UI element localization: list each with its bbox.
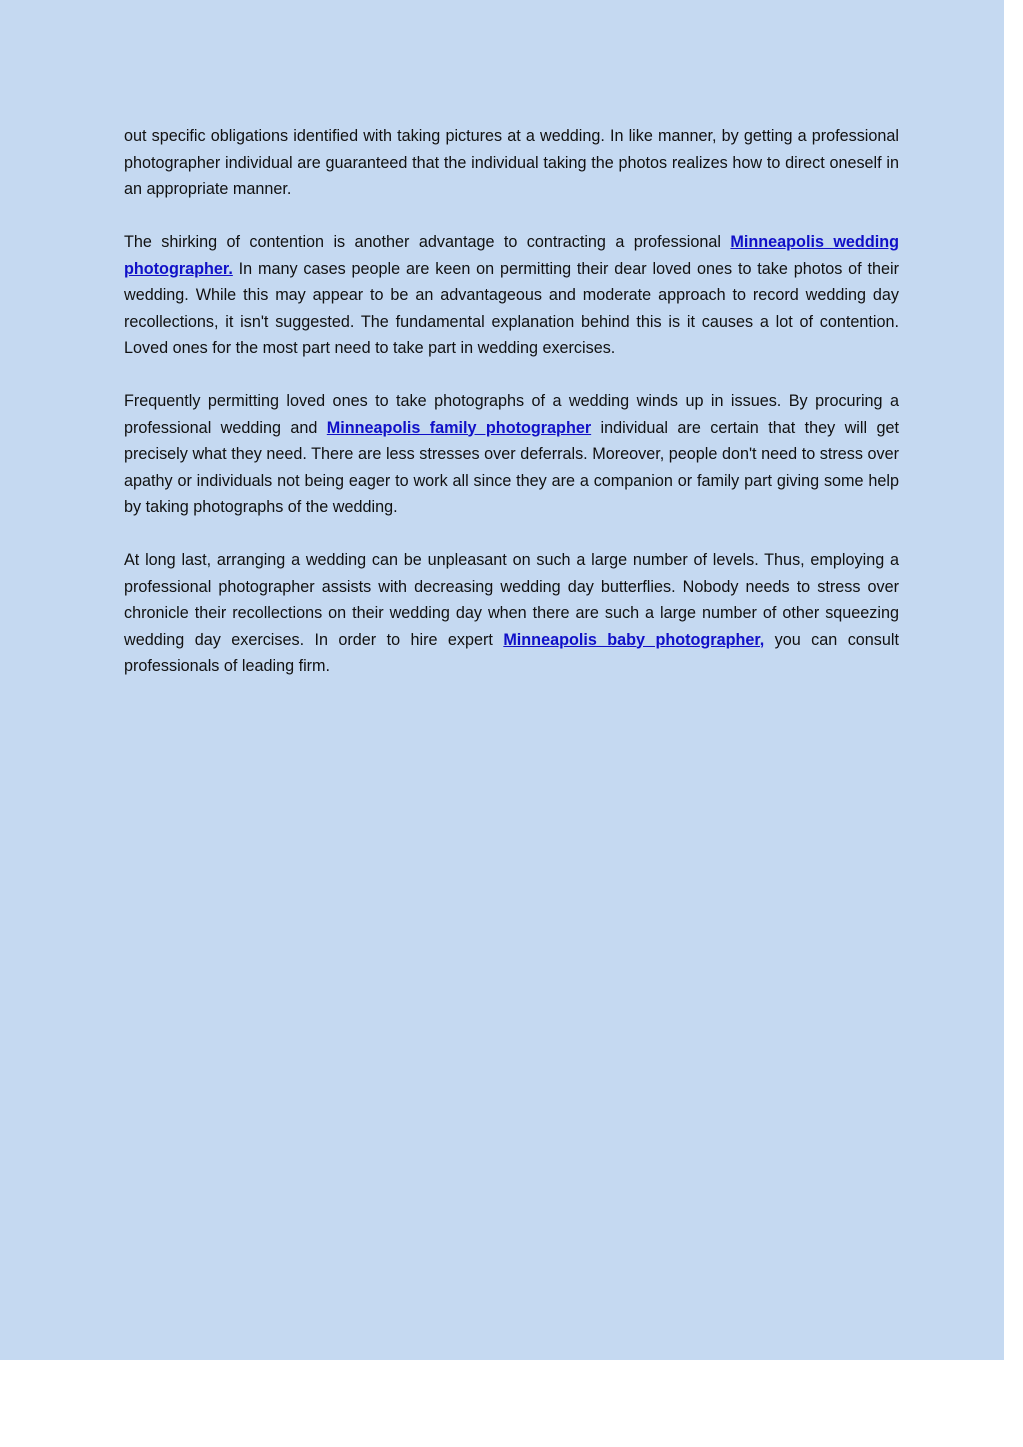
paragraph-2-text-before: The shirking of contention is another advantage to contracting a professional	[124, 233, 731, 251]
paragraph-4	[124, 547, 899, 680]
paragraph-4-text-before: At long last, arranging a wedding can be unpleasant on such a large number of levels. Thus, employing a professional photographer assists with decreasing wedding day butterflies. Nobody needs to stress over chronicle their recollections on their wedding day when there are such a large number of other squeezing wedding day exercises. In order to hire expert	[124, 551, 899, 649]
paragraph-2-text-after: In many cases people are keen on permitting their dear loved ones to take photos of their wedding. While this may appear to be an advantageous and moderate approach to record wedding day recollections, it isn't suggested. The fundamental explanation behind this is it causes a lot of contention. Loved ones for the most part need to take part in wedding exercises.	[124, 259, 899, 357]
paragraph-1	[124, 123, 899, 203]
paragraph-3-text-after: individual are certain that they will get precisely what they need. There are less stresses over deferrals. Moreover, people don't need to stress over apathy or individuals not being eager to work all since they are a companion or family part giving some help by taking photographs of the wedding.	[124, 418, 899, 516]
document-body	[124, 123, 899, 706]
paragraph-3	[124, 388, 899, 521]
link-minneapolis-wedding-photographer[interactable]: Minneapolis wedding photographer.	[124, 233, 899, 278]
paragraph-4-text-after: you can consult professionals of leading firm.	[124, 630, 899, 675]
link-minneapolis-baby-photographer[interactable]: Minneapolis baby photographer,	[503, 630, 765, 649]
paragraph-1-text: out specific obligations identified with taking pictures at a wedding. In like manner, by getting a professional photographer individual are guaranteed that the individual taking the photos realizes how to direct oneself in an appropriate manner.	[124, 127, 899, 198]
paragraph-3-text-before: Frequently permitting loved ones to take photographs of a wedding winds up in issues. By procuring a professional wedding and	[124, 392, 899, 437]
link-minneapolis-family-photographer[interactable]: Minneapolis family photographer	[326, 418, 592, 437]
paragraph-2	[124, 229, 899, 362]
